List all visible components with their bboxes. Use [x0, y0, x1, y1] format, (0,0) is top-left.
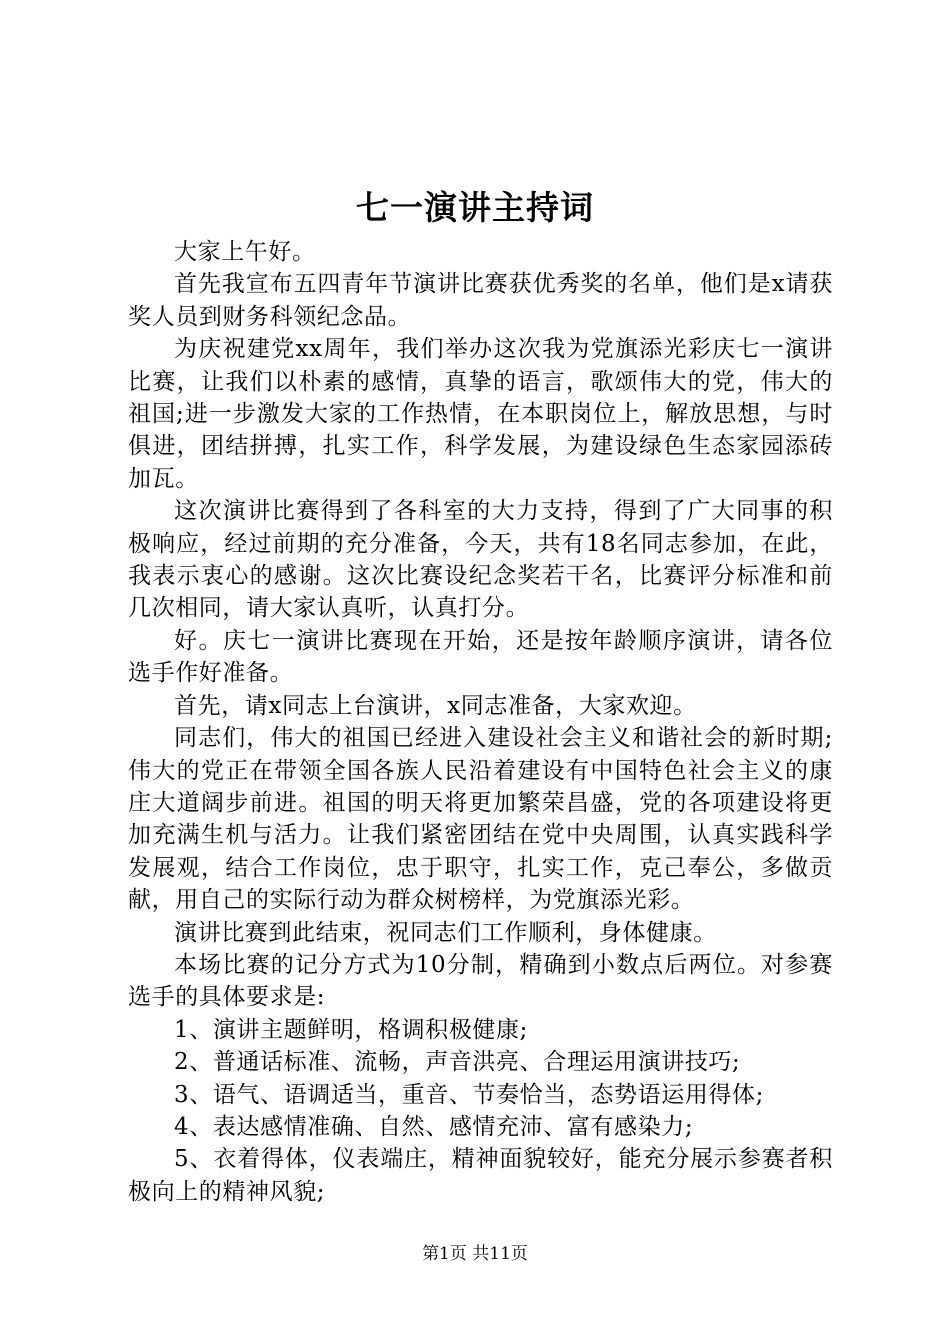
page-number-footer: 第1页 共11页: [422, 1244, 528, 1264]
paragraph-start: 好。庆七一演讲比赛现在开始，还是按年龄顺序演讲，请各位选手作好准备。: [128, 627, 833, 687]
list-item-requirement-3: 3、语气、语调适当，重音、节奏恰当，态势语运用得体;: [174, 1081, 764, 1108]
paragraph-greeting: 大家上午好。: [174, 239, 316, 265]
paragraph-award-announcement: 首先我宣布五四青年节演讲比赛获优秀奖的名单，他们是x请获奖人员到财务科领纪念品。: [128, 271, 833, 330]
paragraph-closing-speech: 同志们，伟大的祖国已经进入建设社会主义和谐社会的新时期;伟大的党正在带领全国各族人民沿着建设有中国特色社会主义的康庄大道阔步前进。祖国的明天将更加繁荣昌盛，党的各项建设将更加充满生机与活力。让我们紧密团结在党中央周围，认真实践科学发展观，结合工作岗位，忠于职守，扎实工作，克己奉公，多做贡献，用自己的实际行动为群众树榜样，为党旗添光彩。: [128, 725, 833, 914]
paragraph-first-speaker: 首先，请x同志上台演讲，x同志准备，大家欢迎。: [174, 692, 697, 719]
document-body: [128, 236, 833, 1208]
list-item-requirement-2: 2、普通话标准、流畅，声音洪亮、合理运用演讲技巧;: [174, 1049, 741, 1076]
list-item-requirement-5: 5、衣着得体，仪表端庄，精神面貌较好，能充分展示参赛者积极向上的精神风貌;: [128, 1146, 833, 1205]
list-item-requirement-4: 4、表达感情准确、自然、感情充沛、富有感染力;: [174, 1113, 694, 1140]
paragraph-scoring: 本场比赛的记分方式为10分制，精确到小数点后两位。对参赛选手的具体要求是:: [128, 951, 833, 1011]
paragraph-thanks: 这次演讲比赛得到了各科室的大力支持，得到了广大同事的积极响应，经过前期的充分准备，今天，共有18名同志参加，在此，我表示衷心的感谢。这次比赛设纪念奖若干名，比赛评分标准和前几次相同，请大家认真听，认真打分。: [128, 498, 833, 622]
paragraph-conclusion: 演讲比赛到此结束，祝同志们工作顺利，身体健康。: [174, 919, 717, 946]
document-title: 七一演讲主持词: [356, 188, 594, 227]
list-item-requirement-1: 1、演讲主题鲜明，格调积极健康;: [174, 1016, 528, 1043]
paragraph-event-purpose: 为庆祝建党xx周年，我们举办这次我为党旗添光彩庆七一演讲比赛，让我们以朴素的感情，真挚的语言，歌颂伟大的党，伟大的祖国;进一步激发大家的工作热情，在本职岗位上，解放思想，与时俱进，团结拼搏，扎实工作，科学发展，为建设绿色生态家园添砖加瓦。: [128, 336, 833, 492]
